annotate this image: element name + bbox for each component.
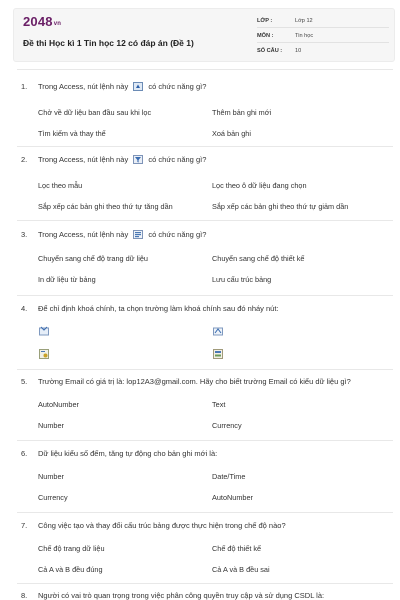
answer-option[interactable]: Cả A và B đều đúng: [38, 565, 103, 574]
question-number: 8.: [21, 591, 28, 600]
question-number: 6.: [21, 449, 28, 458]
answer-option[interactable]: Currency: [38, 493, 68, 502]
answer-option[interactable]: Chế độ trang dữ liệu: [38, 544, 105, 553]
toolbar-icon-a[interactable]: [39, 326, 49, 336]
answer-option[interactable]: Xoá bản ghi: [212, 129, 251, 138]
divider: [17, 583, 393, 584]
meta-row-count: [257, 43, 389, 57]
answer-option[interactable]: Sắp xếp các bản ghi theo thứ tự giảm dần: [212, 202, 349, 211]
divider: [17, 512, 393, 513]
toolbar-icon-b[interactable]: [213, 326, 223, 336]
access-view-button-icon: [133, 230, 143, 239]
meta-row-subject: [257, 28, 389, 43]
question-number: 1.: [21, 82, 28, 91]
answer-option[interactable]: Currency: [212, 421, 242, 430]
answer-option[interactable]: Lọc theo ô dữ liệu đang chọn: [212, 181, 307, 190]
exam-meta: [257, 13, 389, 57]
question-number: 3.: [21, 230, 28, 239]
answer-option[interactable]: Sắp xếp các bản ghi theo thứ tự tăng dần: [38, 202, 173, 211]
answer-option[interactable]: Chuyển sang chế độ trang dữ liệu: [38, 254, 148, 263]
answer-option[interactable]: Thêm bản ghi mới: [212, 108, 272, 117]
question-text: Trong Access, nút lệnh này có chức năng gì?: [38, 230, 207, 239]
answer-option[interactable]: Chuyển sang chế độ thiết kế: [212, 254, 305, 263]
question-text: Trường Email có giá trị là: lop12A3@gmail.com. Hãy cho biết trường Email có kiểu dữ liệu gì?: [38, 377, 351, 386]
meta-value: Lớp 12: [295, 18, 313, 24]
answer-option[interactable]: Lưu cấu trúc bảng: [212, 275, 272, 284]
question-text: Công việc tạo và thay đổi cấu trúc bảng được thực hiện trong chế độ nào?: [38, 521, 286, 530]
meta-value: 10: [295, 48, 302, 54]
exam-header: [13, 8, 395, 62]
answer-option[interactable]: Cả A và B đều sai: [212, 565, 270, 574]
access-toolbar-button-icon: [133, 82, 143, 91]
answer-option[interactable]: Chế độ thiết kế: [212, 544, 262, 553]
page-title: Đề thi Học kì 1 Tin học 12 có đáp án (Đề 1): [23, 38, 194, 48]
meta-key: MÔN :: [257, 33, 274, 39]
answer-option[interactable]: AutoNumber: [212, 493, 253, 502]
answer-option[interactable]: Date/Time: [212, 472, 246, 481]
question-text: Trong Access, nút lệnh này có chức năng gì?: [38, 82, 207, 91]
question-text: Dữ liệu kiểu số đếm, tăng tự động cho bản ghi mới là:: [38, 449, 218, 458]
divider: [17, 220, 393, 221]
question-text: Để chỉ định khoá chính, ta chọn trường làm khoá chính sau đó nháy nút:: [38, 304, 279, 313]
answer-option[interactable]: Number: [38, 472, 64, 481]
question-text: Người có vai trò quan trọng trong việc phân công quyền truy cập và sử dụng CSDL là:: [38, 591, 325, 600]
question-number: 4.: [21, 304, 28, 313]
answer-option[interactable]: Text: [212, 400, 226, 409]
access-filter-button-icon: [133, 155, 143, 164]
meta-key: LỚP :: [257, 18, 273, 24]
divider: [17, 146, 393, 147]
divider: [17, 295, 393, 296]
question-number: 2.: [21, 155, 28, 164]
answer-option[interactable]: Lọc theo mẫu: [38, 181, 83, 190]
answer-option[interactable]: AutoNumber: [38, 400, 79, 409]
divider: [17, 440, 393, 441]
question-number: 5.: [21, 377, 28, 386]
answer-option[interactable]: Tìm kiếm và thay thế: [38, 129, 106, 138]
site-logo[interactable]: $2048_{vn}$: [23, 14, 62, 29]
meta-value: Tin học: [295, 33, 314, 39]
question-text: Trong Access, nút lệnh này có chức năng gì?: [38, 155, 207, 164]
question-number: 7.: [21, 521, 28, 530]
meta-key: SỐ CÂU :: [257, 48, 283, 54]
meta-row-class: [257, 13, 389, 28]
divider: [17, 369, 393, 370]
divider: [17, 69, 393, 70]
answer-option[interactable]: In dữ liệu từ bảng: [38, 275, 96, 284]
answer-option[interactable]: Number: [38, 421, 64, 430]
toolbar-icon-c[interactable]: [39, 349, 49, 359]
answer-option[interactable]: Chở về dữ liệu ban đầu sau khi lọc: [38, 108, 152, 117]
toolbar-icon-d[interactable]: [213, 349, 223, 359]
